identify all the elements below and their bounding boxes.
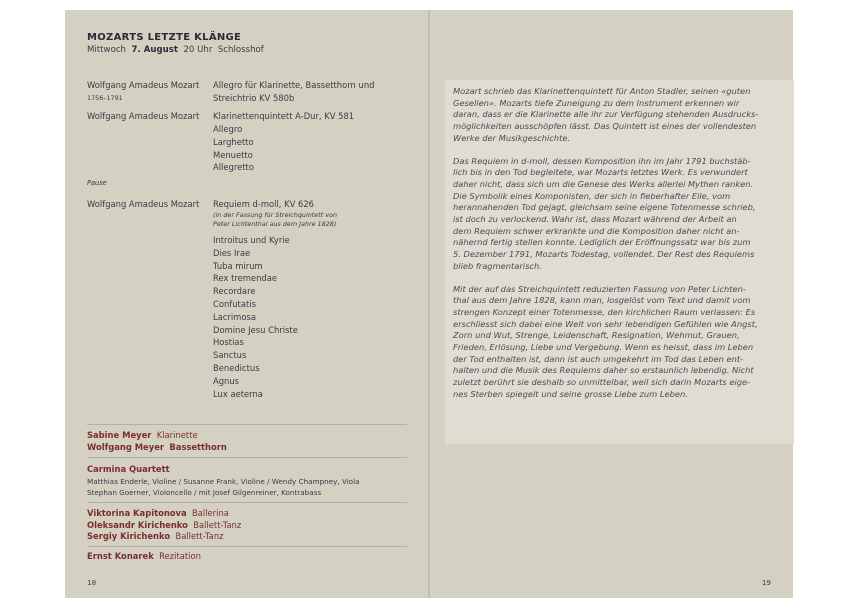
divider	[87, 457, 407, 458]
performer-name: Ernst Konarek	[87, 551, 154, 561]
work-title: Requiem d-moll, KV 626	[213, 199, 314, 209]
movement: Dies Irae	[213, 247, 251, 258]
movement: Agnus	[213, 375, 240, 386]
page-number: 19	[761, 578, 771, 587]
performer-name: Sabine Meyer	[87, 430, 152, 440]
movement: Introitus und Kyrie	[213, 235, 290, 245]
essay-paragraph: Das Requiem in d-moll, dessen Komposition ihn im Jahr 1791 buchstäb- lich bis in den Tod begleitete, war Mozarts letztes Werk. Es verwundert daher nicht, dass sich um die Genese des Werks allerlei Mythen ranken. Die Symbolik eines Komponisten, der sich in fieberhafter Eile, vom herannahenden Tod gejagt, gleichsam seine eigene Totenmesse schrieb, ist doch zu verlockend. Wahr ist, dass Mozart während der Arbeit an dem Requiem schwer erkrankte und die Komposition daher nicht an- nähernd fertig stellen konnte. Lediglich der Eröffnungssatz war bis zum 5. Dezember 1791, Mozarts Todestag, vollendet. Der Rest des Requiems blieb fragmentarisch.	[453, 155, 756, 271]
pause-label: Pause	[87, 179, 107, 187]
performer-line	[87, 442, 227, 454]
program-work	[213, 110, 354, 123]
soloists-block	[87, 430, 227, 453]
performer-line	[87, 531, 241, 543]
work-title-line: Allegro für Klarinette, Bassetthorn und	[213, 80, 375, 90]
movement: Larghetto	[213, 136, 254, 147]
performer-name: Wolfgang Meyer	[87, 441, 165, 452]
movement: Domine Jesu Christe	[213, 324, 298, 335]
right-page	[430, 10, 793, 598]
essay-text	[453, 86, 789, 412]
work-note-line: Peter Lichtenthal aus dem Jahre 1828)	[213, 219, 337, 228]
movement: Hostias	[213, 337, 244, 348]
performer-role: Ballett-Tanz	[175, 531, 224, 542]
performer-name: Sergiy Kirichenko	[87, 531, 171, 542]
divider	[87, 546, 407, 547]
divider	[87, 424, 407, 425]
ensemble-name: Carmina Quartett	[87, 464, 170, 474]
ensemble-members-line: Matthias Enderle, Violine / Susanne Frank, Violine / Wendy Champney, Viola	[87, 476, 360, 486]
movement-list	[213, 234, 298, 400]
movement: Allegro	[213, 124, 243, 134]
movement: Rex tremendae	[213, 273, 277, 284]
concert-date-line	[87, 45, 264, 55]
movement-list	[213, 123, 254, 174]
movement: Confutatis	[213, 298, 256, 309]
essay-paragraph: Mozart schrieb das Klarinettenquintett für Anton Stadler, seinen «guten Gesellen». Mozarts tiefe Zuneigung zu dem Instrument erkennen wir daran, dass er die Klarinette alle ihr zur Verfügung stehenden Ausdrucks- möglichkeiten ausschöpfen lässt. Das Quintett ist eines der vollendesten Werke der Musikgeschichte.	[453, 86, 759, 143]
composer-years: 1756–1791	[87, 94, 123, 102]
movement: Benedictus	[213, 362, 260, 373]
performer-role: Bassetthorn	[169, 441, 227, 452]
left-page	[65, 10, 428, 598]
page-number: 18	[87, 578, 97, 587]
program-composer: Wolfgang Amadeus Mozart	[87, 199, 200, 209]
concert-time: 20 Uhr	[183, 45, 213, 55]
movement: Tuba mirum	[213, 260, 263, 271]
concert-venue: Schlosshof	[217, 45, 264, 55]
performer-role: Ballerina	[191, 508, 229, 518]
movement: Recordare	[213, 286, 256, 297]
work-note-line: (in der Fassung für Streichquintett von	[213, 210, 338, 219]
concert-day: Mittwoch	[87, 45, 126, 55]
essay-paragraph: Mit der auf das Streichquintett reduzierten Fassung von Peter Lichten- thal aus dem Jahre 1828, kann man, losgelöst vom Text und damit vom strengen Konzept einer Totenmesse, den kirchlichen Raum verlassen: Es erschliesst sich dabei eine Welt von sehr lebendigen Gefühlen wie Angst, Zorn und Wut, Strenge, Leidenschaft, Resignation, Wehmut, Grauen, Frieden, Erlösung, Liebe und Vergebung. Wenn es heisst, dass im Leben der Tod enthalten ist, dann ist auch umgekehrt im Tod das Leben ent- halten und die Musik des Requiems daher so erstaunlich lebendig. Nicht zuletzt berührt sie deshalb so unmittelbar, weil sich darin Mozarts eige- nes Sterben spiegelt und seine grosse Liebe zum Leben.	[453, 283, 758, 399]
movement: Lacrimosa	[213, 311, 256, 322]
concert-title: MOZARTS LETZTE KLÄNGE	[87, 32, 242, 43]
performer-line	[87, 508, 241, 520]
program-work	[213, 79, 374, 105]
essay-box	[445, 80, 794, 444]
narrator-block	[87, 551, 201, 563]
work-title-line: Streichtrio KV 580b	[213, 92, 295, 103]
movement: Lux aeterna	[213, 388, 263, 399]
program-composer: Wolfgang Amadeus Mozart	[87, 80, 200, 90]
divider	[87, 502, 407, 503]
movement: Allegretto	[213, 162, 254, 173]
performer-role: Rezitation	[159, 551, 201, 561]
movement: Sanctus	[213, 350, 247, 361]
dancers-block	[87, 508, 241, 543]
performer-name: Oleksandr Kirichenko	[87, 519, 188, 530]
movement: Menuetto	[213, 149, 253, 160]
program-composer: Wolfgang Amadeus Mozart	[87, 111, 200, 121]
work-title: Klarinettenquintett A-Dur, KV 581	[213, 111, 355, 121]
performer-line	[87, 430, 227, 442]
ensemble-members-line: Stephan Goerner, Violoncello / mit Josef Gilgenreiner, Kontrabass	[87, 488, 322, 497]
quartet-block	[87, 464, 359, 498]
performer-line	[87, 520, 241, 532]
performer-role: Klarinette	[156, 430, 198, 440]
program-work	[213, 198, 337, 228]
performer-name: Viktorina Kapitonova	[87, 508, 187, 518]
concert-date: 7. August	[131, 45, 178, 55]
performer-role: Ballett-Tanz	[193, 519, 242, 530]
